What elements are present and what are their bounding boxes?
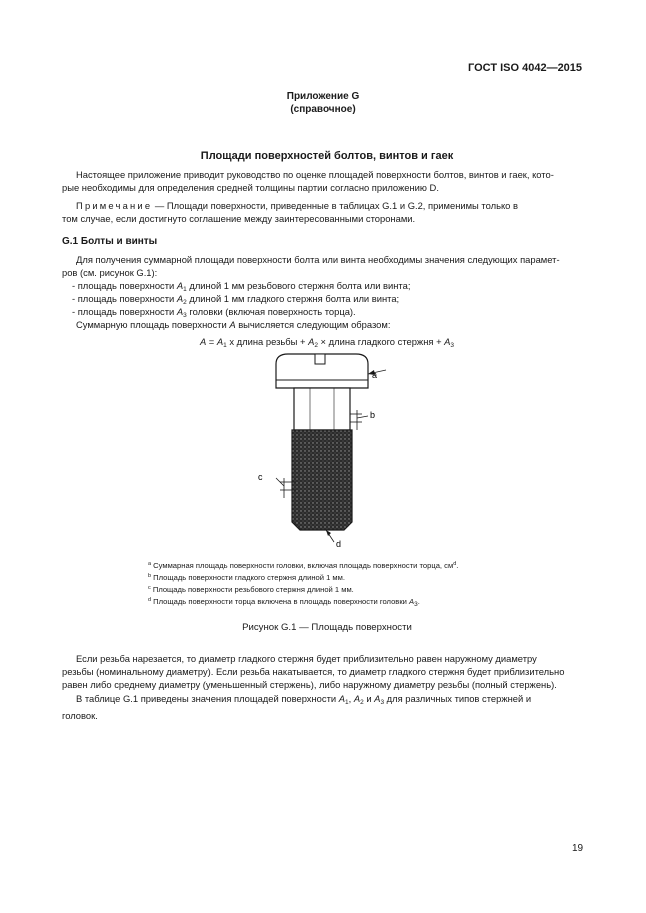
list-item-text: длиной 1 мм гладкого стержня болта или винта; (186, 293, 400, 304)
subsection-heading: G.1 Болты и винты (62, 236, 158, 247)
note-subscript: 3 (414, 601, 418, 608)
separator: и (363, 692, 375, 704)
leader-d (326, 530, 334, 542)
note-tail: . (417, 597, 420, 606)
formula-subscript: 3 (450, 342, 455, 349)
list-item-prefix: - площадь поверхности (72, 306, 177, 317)
formula-symbol: A (199, 336, 207, 347)
g1-line-1: Для получения суммарной площади поверхности болта или винта необходимы значения следующих парамет- (76, 254, 560, 265)
closing-line-1: Если резьба нарезается, то диаметр гладкого стержня будет приблизительно равен наружному диаметру (76, 653, 537, 664)
formula (4, 336, 646, 349)
separator: , (348, 692, 354, 704)
figure-caption: Рисунок G.1 — Площадь поверхности (242, 622, 412, 633)
symbol-a: A (338, 692, 345, 704)
intro-line-1: Настоящее приложение приводит руководство по оценке площадей поверхности болтов, винтов и гаек, кото- (76, 169, 554, 180)
symbol-a: A (374, 692, 381, 704)
label-d: d (336, 539, 342, 549)
formula-subscript: 2 (314, 342, 318, 349)
symbol-a: A (176, 293, 184, 304)
label-c: c (258, 472, 263, 482)
note-key: b (148, 573, 152, 579)
note-text: Площадь поверхности торца включена в площадь поверхности головки (151, 597, 410, 606)
closing-line-5: головок. (62, 709, 98, 721)
list-item-prefix: - площадь поверхности (72, 293, 177, 304)
symbol-subscript: 1 (183, 286, 187, 293)
list-item-text: длиной 1 мм резьбового стержня болта или винта; (186, 280, 411, 291)
intro-line-2: рые необходимы для определения средней толщины партии согласно приложению D. (62, 182, 439, 194)
note-text: Площадь поверхности гладкого стержня длиной 1 мм. (151, 573, 345, 582)
figure-note (148, 559, 458, 571)
page-number: 19 (572, 843, 584, 854)
note-text: Площадь поверхности резьбового стержня длиной 1 мм. (150, 585, 354, 594)
annex-title: Приложение G (286, 91, 360, 102)
figure-note (148, 571, 345, 583)
closing-line-4 (62, 692, 583, 709)
note-symbol: A (409, 597, 415, 606)
annex-subtitle: (справочное) (290, 104, 356, 115)
formula-text: × длина гладкого стержня + (317, 336, 445, 347)
figure-note (148, 583, 354, 595)
symbol-subscript: 1 (344, 698, 349, 706)
closing-line-3: равен либо среднему диаметру (уменьшенный стержень), либо наружному диаметру резьбы (полный стержень). (62, 679, 557, 691)
symbol-subscript: 3 (183, 312, 187, 319)
bolt-shank (294, 388, 350, 430)
standard-designation: ГОСТ ISO 4042—2015 (468, 62, 583, 74)
summary-line (76, 318, 390, 331)
closing-text: В таблице G.1 приведены значения площадей поверхности (76, 692, 339, 704)
list-item-text: головки (включая поверхность торца). (186, 306, 356, 317)
closing-paragraph (62, 652, 583, 722)
label-a: a (372, 370, 378, 380)
symbol-a: A (229, 319, 236, 330)
symbol-a: A (176, 280, 184, 291)
g1-paragraph (62, 253, 583, 279)
intro-paragraph (62, 168, 583, 194)
figure-note (148, 595, 420, 610)
closing-line-2: резьбы (номинальному диаметру). Если резьба накатывается, то диаметр гладкого стержня будет приблизительно (62, 666, 565, 678)
bolt-head (276, 354, 368, 388)
symbol-subscript: 2 (183, 299, 187, 306)
closing-text-end: для различных типов стержней и (384, 692, 532, 704)
note-text: Суммарная площадь поверхности головки, включая площадь поверхности торца, см (151, 561, 454, 570)
note-key: c (148, 585, 151, 591)
symbol-a: A (176, 306, 184, 317)
formula-text: = (206, 336, 217, 347)
note-line-1: — Площади поверхности, приведенные в таблицах G.1 и G.2, применимы только в (152, 200, 518, 211)
dimension-b-marker (350, 410, 368, 430)
note-ref: d (453, 561, 457, 567)
bolt-figure (240, 350, 390, 550)
summary-text: Суммарную площадь поверхности (76, 319, 230, 330)
symbol-a: A (353, 692, 361, 704)
note-tail: . (456, 561, 459, 570)
bolt-thread (292, 430, 352, 530)
note-paragraph (62, 199, 583, 225)
formula-symbol: A (308, 336, 315, 347)
note-key: d (148, 597, 152, 603)
annex-heading (0, 90, 646, 116)
summary-text-end: вычисляется следующим образом: (235, 319, 391, 330)
note-key: a (148, 561, 152, 567)
note-line-2: том случае, если достигнуто соглашение между заинтересованными сторонами. (62, 213, 416, 225)
symbol-subscript: 2 (360, 698, 364, 706)
label-b: b (370, 410, 376, 420)
formula-text: х длина резьбы + (226, 336, 309, 347)
formula-symbol: A (216, 336, 224, 347)
g1-line-2: ров (см. рисунок G.1): (62, 267, 158, 279)
note-label: Примечание (76, 200, 153, 211)
formula-symbol: A (444, 336, 451, 347)
list-item-prefix: - площадь поверхности (72, 280, 177, 291)
section-title: Площади поверхностей болтов, винтов и гаек (200, 150, 454, 162)
symbol-subscript: 3 (380, 698, 385, 706)
formula-subscript: 1 (223, 342, 227, 349)
